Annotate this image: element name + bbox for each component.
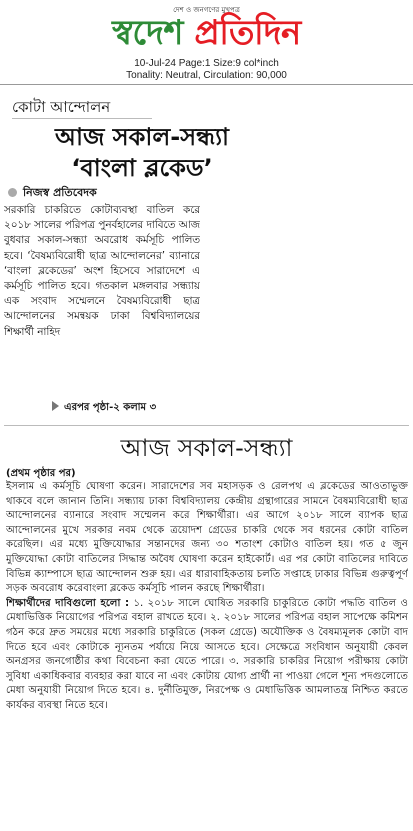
- demands-label: শিক্ষার্থীদের দাবিগুলো হলো :: [6, 597, 130, 609]
- continuation-headline: আজ সকাল-সন্ধ্যা: [120, 434, 293, 462]
- continuation-body: [6, 480, 408, 826]
- jump-text: এরপর পৃষ্ঠা-২ কলাম ৩: [64, 402, 157, 413]
- continuation-label: (প্রথম পৃষ্ঠার পর): [6, 468, 76, 479]
- masthead-tagline: দেশ ও জনগণের মুখপত্র: [173, 6, 240, 14]
- newspaper-logo: [0, 8, 413, 58]
- logo-word-1: স্বদেশ: [112, 13, 183, 53]
- demands-paragraph: [6, 597, 408, 714]
- continuation-paragraph: ইসলাম এ কর্মসূচি ঘোষণা করেন। সারাদেশের সব মহাসড়ক ও রেলপথ এ ব্লকেডের আওতাভুক্ত থাকবে বলে জানান তিনি। সন্ধ্যায় ঢাকা বিশ্ববিদ্যালয় কেন্দ্রীয় গ্রন্থাগারের সামনে বৈষম্যবিরোধী ছাত্র আন্দোলনের ব্যানারে সংবাদ সম্মেলন করে শিক্ষার্থীরা। এর আগে ২০১৮ সালে ব্যাপক ছাত্র আন্দোলনের মুখে সরকার নবম থেকে ত্রয়োদশ গ্রেডের চাকরি থেকে সব ধরনের কোটা বাতিল করেছিল। এর মধ্যে মুক্তিযোদ্ধার সন্তানদের জন্য ৩০ শতাংশ কোটাও বাতিল হয়। গত ৫ জুন মুক্তিযোদ্ধা কোটা বাতিলের সিদ্ধান্ত অবৈধ ঘোষণা করেন হাইকোর্ট। এর পর কোটা বাতিলের দাবিতে বিভিন্ন ক্যাম্পাসে ছাত্র আন্দোলন শুরু হয়। এর ধারাবাহিকতায় চলতি সপ্তাহে ঢাকার বিভিন্ন গুরুত্বপূর্ণ সড়ক অবরোধ করেবাংলা ব্লকেড কর্মসূচি পালন করছে শিক্ষার্থীরা।: [6, 481, 408, 595]
- arrow-right-icon: [52, 401, 59, 411]
- divider: [0, 84, 413, 85]
- byline: [8, 185, 208, 201]
- divider: [4, 425, 409, 426]
- article-kicker: কোটা আন্দোলন: [12, 96, 152, 119]
- logo-word-2: প্রতিদিন: [194, 13, 301, 53]
- clipping-meta-tonality: Tonality: Neutral, Circulation: 90,000: [126, 70, 287, 81]
- bullet-icon: [8, 188, 17, 197]
- byline-text: নিজস্ব প্রতিবেদক: [23, 186, 97, 199]
- demands-text: ১. ২০১৮ সালে ঘোষিত সরকারি চাকুরিতে কোটা পদ্ধতি বাতিল ও মেধাভিত্তিক নিয়োগের পরিপত্র বহাল রাখতে হবে। ২. ২০১৮ সালের পরিপত্র বহাল সাপেক্ষে কমিশন গঠন করে দ্রুত সময়ের মধ্যে সরকারি চাকুরিতে (সকল গ্রেডে) অযৌক্তিক ও বৈষম্যমূলক কোটা বাদ দিতে হবে এবং কোটাকে ন্যূনতম পর্যায়ে নিয়ে আসতে হবে। সেক্ষেত্রে সংবিধান অনুযায়ী কেবল অনগ্রসর জনগোষ্ঠীর কথা বিবেচনা করা যেতে পারে। ৩. সরকারি চাকরির নিয়োগ পরীক্ষায় কোটা সুবিধা একাধিকবার ব্যবহার করা যাবে না এবং কোটায় যোগ্য প্রার্থী না পাওয়া গেলে শূন্য পদগুলোতে মেধা অনুযায়ী নিয়োগ দিতে হবে। ৪. দুর্নীতিমুক্ত, নিরপেক্ষ ও মেধাভিত্তিক আমলাতন্ত্র নিশ্চিত করতে কার্যকর ব্যবস্থা নিতে হবে।: [6, 597, 408, 711]
- clipping-meta-date: 10-Jul-24 Page:1 Size:9 col*inch: [134, 58, 279, 69]
- article-headline: আজ সকাল-সন্ধ্যা: [54, 123, 230, 151]
- article-lead-text: সরকারি চাকরিতে কোটাব্যবস্থা বাতিল করে ২০১৮ সালের পরিপত্র পুনর্বহালের দাবিতে আজ বুধবার সকাল-সন্ধ্যা অবরোধ কর্মসূচি পালিত হবে। ‘বৈষম্যবিরোধী ছাত্র আন্দোলনের’ ব্যানারে ‘বাংলা ব্লকেডের’ অংশ হিসেবে সারাদেশে এ কর্মসূচি পালিত হবে। গতকাল মঙ্গলবার সন্ধ্যায় এক সংবাদ সম্মেলনে বৈষম্যবিরোধী ছাত্র আন্দোলনের সমন্বয়ক ঢাকা বিশ্ববিদ্যালয়ের শিক্ষার্থী নাহিদ: [4, 204, 200, 338]
- article-headline-quote: ‘বাংলা ব্লকেড’: [71, 154, 213, 182]
- jump-line: [52, 401, 202, 415]
